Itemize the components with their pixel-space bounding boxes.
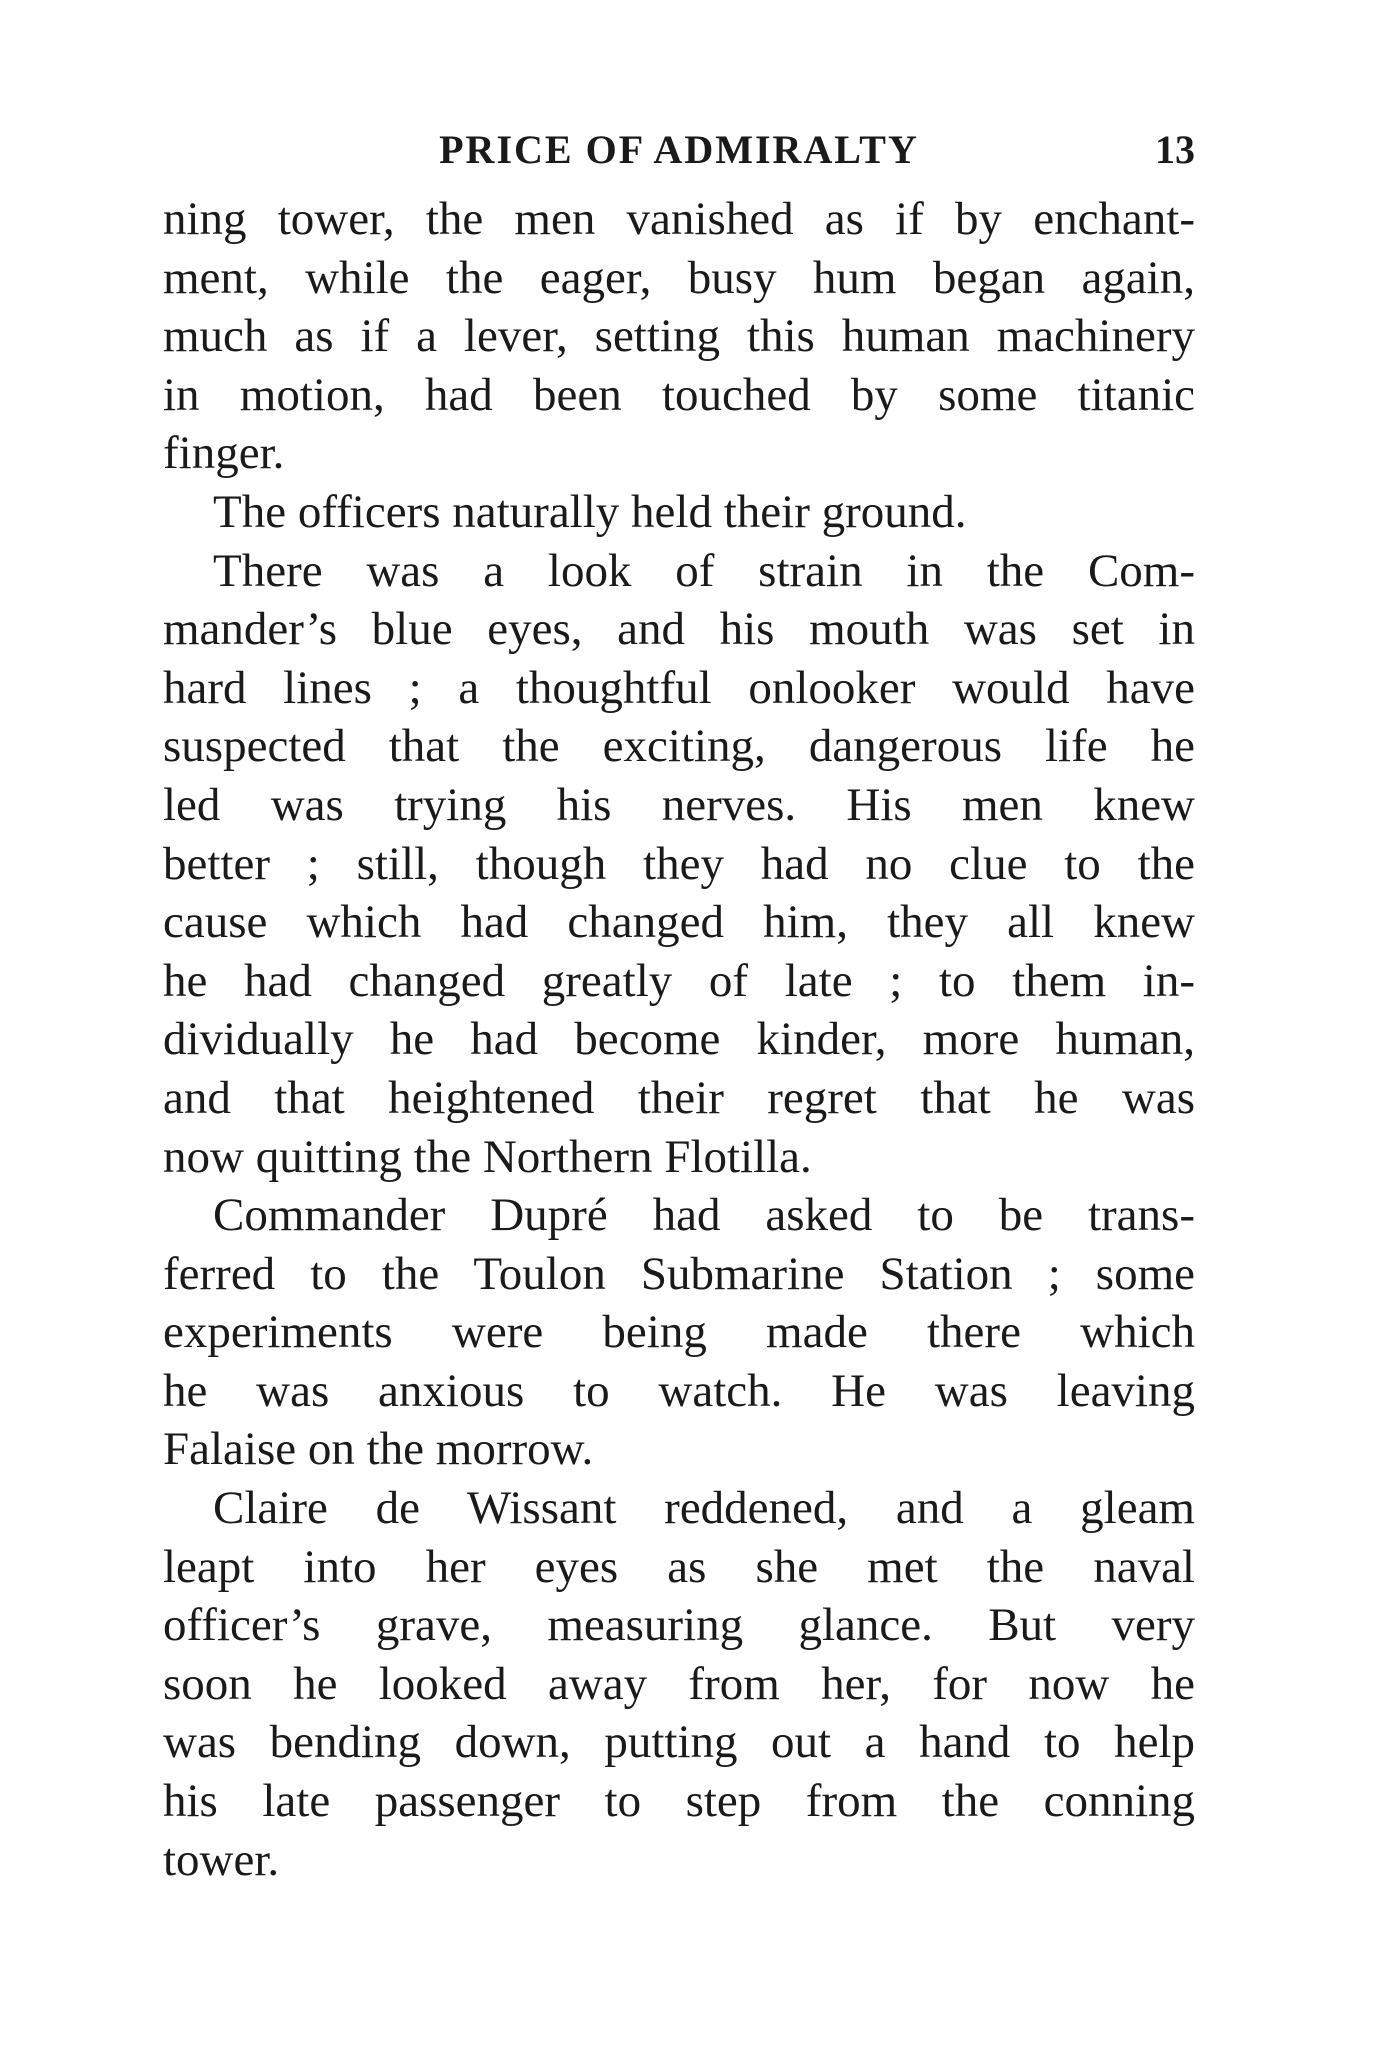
text-line: Claire de Wissant reddened, and a gleam — [213, 1482, 1195, 1535]
text-line: and that heightened their regret that he was — [163, 1071, 1195, 1124]
text-line: hard lines ; a thoughtful onlooker would have — [163, 661, 1195, 714]
text-line: he was anxious to watch. He was leaving — [163, 1364, 1195, 1417]
text-line: his late passenger to step from the conning — [163, 1775, 1195, 1828]
text-line: tower. — [163, 1833, 280, 1886]
text-line: finger. — [163, 427, 285, 480]
text-line: experiments were being made there which — [163, 1306, 1195, 1359]
text-line: dividually he had become kinder, more human, — [163, 1013, 1195, 1066]
text-line: There was a look of strain in the Com- — [213, 544, 1195, 597]
text-line: leapt into her eyes as she met the naval — [163, 1540, 1195, 1593]
text-line: Commander Dupré had asked to be trans- — [213, 1189, 1195, 1242]
text-line: Falaise on the morrow. — [163, 1423, 594, 1476]
text-line: ment, while the eager, busy hum began again, — [163, 251, 1195, 304]
text-line: in motion, had been touched by some titanic — [163, 368, 1195, 421]
text-line: soon he looked away from her, for now he — [163, 1657, 1195, 1710]
text-line: ning tower, the men vanished as if by enchant- — [163, 193, 1195, 245]
text-line: he had changed greatly of late ; to them in- — [163, 954, 1195, 1007]
text-line: better ; still, though they had no clue to the — [163, 837, 1195, 890]
text-line: now quitting the Northern Flotilla. — [163, 1130, 812, 1183]
text-line: ferred to the Toulon Submarine Station ; some — [163, 1247, 1195, 1300]
text-line: officer’s grave, measuring glance. But very — [163, 1599, 1195, 1652]
page-number: 13 — [1155, 127, 1195, 172]
running-title: PRICE OF ADMIRALTY — [439, 127, 919, 172]
text-line: was bending down, putting out a hand to help — [163, 1716, 1195, 1769]
text-line: cause which had changed him, they all knew — [163, 896, 1195, 949]
text-line: led was trying his nerves. His men knew — [163, 778, 1195, 831]
text-line: The officers naturally held their ground. — [213, 485, 967, 538]
text-line: much as if a lever, setting this human machinery — [163, 310, 1195, 363]
text-line: mander’s blue eyes, and his mouth was set in — [163, 603, 1195, 656]
text-line: suspected that the exciting, dangerous life he — [163, 720, 1195, 773]
body-text — [163, 190, 1195, 1889]
running-head — [163, 120, 1195, 180]
